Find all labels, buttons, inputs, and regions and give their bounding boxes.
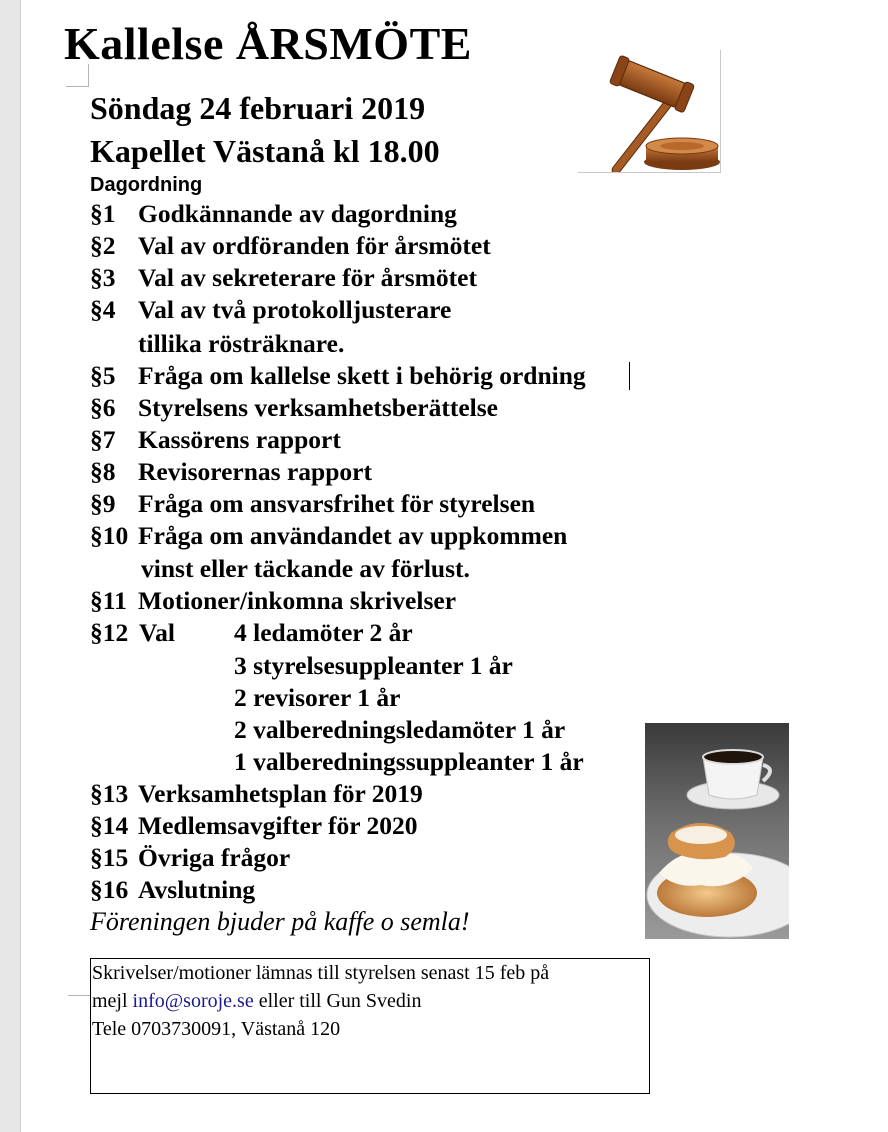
agenda-text: Val av sekreterare för årsmötet xyxy=(138,263,477,292)
agenda-item-4 xyxy=(90,294,451,326)
agenda-text: Val av två protokolljusterare xyxy=(138,295,452,324)
election-line: 1 valberedningssuppleanter 1 år xyxy=(234,747,584,776)
agenda-text: Medlemsavgifter för 2020 xyxy=(138,811,418,840)
text-cursor xyxy=(629,362,630,390)
text-boundary-mark xyxy=(68,995,90,996)
note-line-2-prefix: mejl xyxy=(92,990,133,1012)
agenda-text: Val av ordföranden för årsmötet xyxy=(138,231,491,260)
agenda-num: §12 xyxy=(90,618,129,647)
agenda-item-7 xyxy=(90,424,341,456)
agenda-text: Fråga om kallelse skett i behörig ordning xyxy=(138,361,586,390)
agenda-item-1 xyxy=(90,198,457,230)
agenda-num: §2 xyxy=(90,231,116,260)
submission-note-box xyxy=(90,958,650,1094)
agenda-item-9 xyxy=(90,488,535,520)
coffee-semla-photo xyxy=(645,723,789,939)
agenda-text: Motioner/inkomna skrivelser xyxy=(138,586,457,615)
agenda-item-16 xyxy=(90,874,255,906)
page-edge xyxy=(20,0,21,1132)
agenda-text: Övriga frågor xyxy=(138,843,291,872)
agenda-num: §8 xyxy=(90,457,116,486)
agenda-item-4-continuation: tillika rösträknare. xyxy=(138,329,345,358)
agenda-item-8 xyxy=(90,456,372,488)
agenda-text: Godkännande av dagordning xyxy=(138,199,457,228)
gavel-icon xyxy=(578,50,720,172)
agenda-num: §4 xyxy=(90,295,116,324)
note-line-2-suffix: eller till Gun Svedin xyxy=(253,990,422,1012)
agenda-text: Kassörens rapport xyxy=(138,425,341,454)
agenda-num: §11 xyxy=(90,586,127,615)
document-gutter xyxy=(0,0,20,1132)
agenda-item-12-label: Val xyxy=(139,618,175,647)
agenda-item-11 xyxy=(90,585,456,617)
meeting-date: Söndag 24 februari 2019 xyxy=(90,90,426,126)
agenda-text: Fråga om användandet av uppkommen xyxy=(138,521,568,550)
agenda-num: §10 xyxy=(90,521,129,550)
agenda-text: Fråga om ansvarsfrihet för styrelsen xyxy=(138,489,536,518)
election-line: 2 valberedningsledamöter 1 år xyxy=(234,715,566,744)
agenda-text: Revisorernas rapport xyxy=(138,457,372,486)
agenda-num: §16 xyxy=(90,875,129,904)
gavel-image xyxy=(578,50,721,173)
agenda-item-14 xyxy=(90,810,417,842)
note-line-1: Skrivelser/motioner lämnas till styrelsen senast 15 feb på xyxy=(92,962,550,984)
agenda-item-3 xyxy=(90,262,477,294)
agenda-text: Styrelsens verksamhetsberättelse xyxy=(138,393,499,422)
meeting-place: Kapellet Västanå kl 18.00 xyxy=(90,133,440,169)
agenda-text: Verksamhetsplan för 2019 xyxy=(138,779,423,808)
agenda-num: §7 xyxy=(90,425,116,454)
election-line: 4 ledamöter 2 år xyxy=(234,618,413,647)
agenda-num: §14 xyxy=(90,811,129,840)
agenda-item-10-continuation: vinst eller täckande av förlust. xyxy=(141,554,470,583)
agenda-item-6 xyxy=(90,392,498,424)
agenda-num: §3 xyxy=(90,263,116,292)
agenda-num: §5 xyxy=(90,361,116,390)
text-boundary-mark xyxy=(66,64,89,87)
agenda-item-10 xyxy=(90,520,567,552)
invitation-text: Föreningen bjuder på kaffe o semla! xyxy=(90,907,470,936)
agenda-num: §15 xyxy=(90,843,129,872)
agenda-item-12 xyxy=(90,617,138,649)
agenda-item-13 xyxy=(90,778,423,810)
election-line: 3 styrelsesuppleanter 1 år xyxy=(234,651,513,680)
agenda-heading: Dagordning xyxy=(90,174,203,196)
agenda-item-15 xyxy=(90,842,290,874)
agenda-text: Avslutning xyxy=(138,875,256,904)
agenda-num: §6 xyxy=(90,393,116,422)
election-line: 2 revisorer 1 år xyxy=(234,683,401,712)
coffee-icon xyxy=(645,723,789,939)
email-link[interactable]: info@soroje.se xyxy=(132,990,254,1012)
agenda-num: §1 xyxy=(90,199,116,228)
document-title: Kallelse ÅRSMÖTE xyxy=(64,18,472,69)
note-line-3: Tele 0703730091, Västanå 120 xyxy=(92,1018,341,1040)
agenda-num: §9 xyxy=(90,489,116,518)
agenda-item-2 xyxy=(90,230,491,262)
agenda-num: §13 xyxy=(90,779,129,808)
note-line-2 xyxy=(92,987,649,1015)
agenda-item-5 xyxy=(90,360,586,392)
